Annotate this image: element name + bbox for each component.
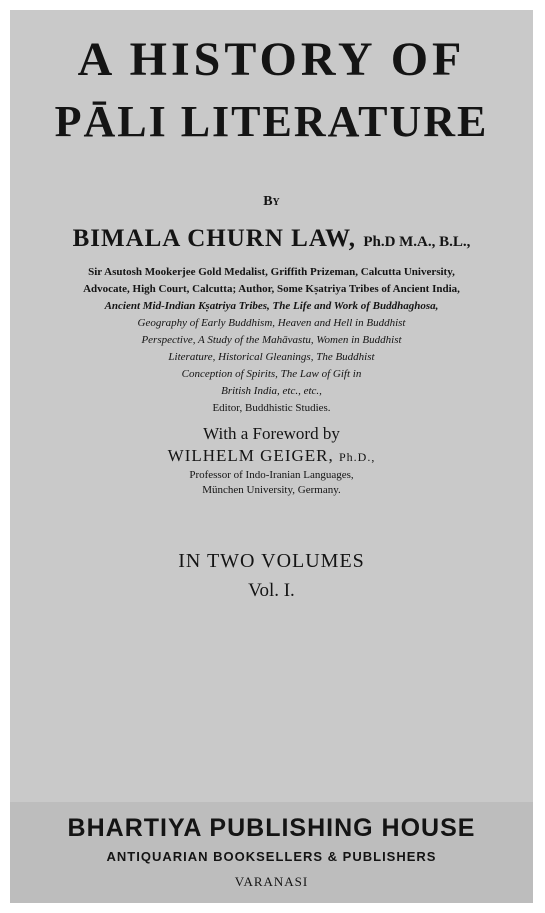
volume-number: Vol. I. (248, 580, 295, 601)
credential-line-7: Conception of Spirits, The Law of Gift in (181, 368, 362, 380)
foreword-position-line-1: Professor of Indo-Iranian Languages, (189, 469, 354, 481)
author-degrees: Ph.D M.A., B.L., (363, 234, 471, 250)
credential-line-9: Editor, Buddhistic Studies. (212, 402, 331, 414)
foreword-author-name: WILHELM GEIGER, (167, 446, 334, 465)
credential-line-4: Geography of Early Buddhism, Heaven and Hell in Buddhist (137, 317, 406, 329)
title-line-1: A HISTORY OF (77, 33, 466, 86)
foreword-intro: With a Foreword by (203, 424, 340, 443)
credential-line-6: Literature, Historical Gleanings, The Buddhist (168, 351, 375, 363)
credential-line-2: Advocate, High Court, Calcutta; Author, Some Kṣatriya Tribes of Ancient India, (83, 283, 460, 295)
author-line (10, 225, 533, 253)
credential-line-3: Ancient Mid-Indian Kṣatriya Tribes, The Life and Work of Buddhaghosa, (104, 300, 439, 312)
credential-line-1: Sir Asutosh Mookerjee Gold Medalist, Griffith Prizeman, Calcutta University, (88, 266, 455, 278)
author-name: BIMALA CHURN LAW, (72, 225, 357, 252)
by-label: By (263, 194, 280, 209)
volumes-label: IN TWO VOLUMES (178, 550, 365, 572)
foreword-author-line (10, 446, 533, 466)
title-line-2: PĀLI LITERATURE (54, 97, 489, 146)
publisher-name: BHARTIYA PUBLISHING HOUSE (67, 814, 476, 842)
publisher-city: VARANASI (234, 874, 309, 889)
credential-line-8: British India, etc., etc., (221, 385, 322, 397)
foreword-author-degree: Ph.D., (338, 450, 376, 464)
foreword-position-line-2: München University, Germany. (202, 484, 341, 496)
title-page (10, 10, 533, 903)
credential-line-5: Perspective, A Study of the Mahāvastu, Women in Buddhist (141, 334, 402, 346)
publisher-tagline: ANTIQUARIAN BOOKSELLERS & PUBLISHERS (106, 849, 437, 864)
